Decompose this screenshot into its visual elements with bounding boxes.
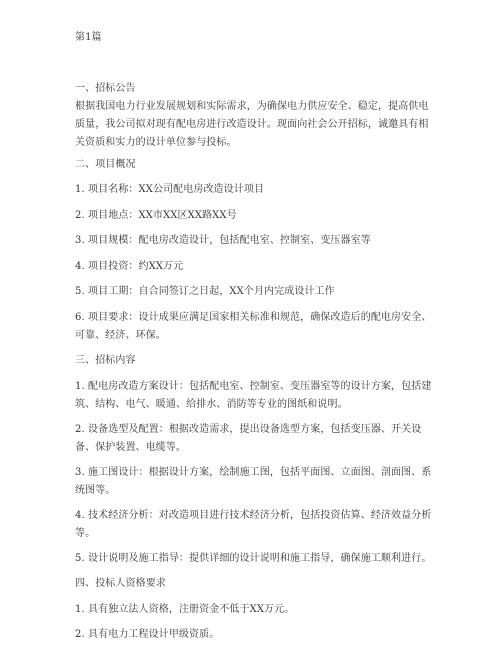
overview-item-6: 6. 项目要求：设计成果应满足国家相关标准和规范，确保改造后的配电房安全、可靠、经济、环保。 <box>75 312 432 341</box>
section-title-overview: 二、项目概况 <box>75 159 136 170</box>
content-item-1: 1. 配电房改造方案设计：包括配电室、控制室、变压器室等的设计方案，包括建筑、结构、电气、暖通、给排水、消防等专业的图纸和说明。 <box>75 381 432 410</box>
overview-item-3: 3. 项目规模：配电房改造设计，包括配电室、控制室、变压器室等 <box>75 235 371 246</box>
qualification-item-1: 1. 具有独立法人资格，注册资金不低于XX万元。 <box>75 604 295 615</box>
content-item-3: 3. 施工图设计：根据设计方案，绘制施工图，包括平面图、立面图、剖面图、系统图等。 <box>75 467 432 496</box>
overview-item-5: 5. 项目工期：自合同签订之日起，XX个月内完成设计工作 <box>75 286 335 297</box>
content-item-4: 4. 技术经济分析：对改造项目进行技术经济分析，包括投资估算、经济效益分析等。 <box>75 510 432 539</box>
overview-item-1: 1. 项目名称：XX公司配电房改造设计项目 <box>75 184 265 195</box>
qualification-item-2: 2. 具有电力工程设计甲级资质。 <box>75 629 220 640</box>
overview-item-2: 2. 项目地点：XX市XX区XX路XX号 <box>75 210 237 221</box>
part-title: 第1篇 <box>75 32 102 43</box>
content-item-2: 2. 设备选型及配置：根据改造需求，提出设备选型方案，包括变压器、开关设备、保护装置、电缆等。 <box>75 424 422 453</box>
section-title-announcement: 一、招标公告 <box>75 83 136 94</box>
content-item-5: 5. 设计说明及施工指导：提供详细的设计说明和施工指导，确保施工顺利进行。 <box>75 553 432 564</box>
announcement-body: 根据我国电力行业发展规划和实际需求，为确保电力供应安全、稳定，提高供电质量，我公司拟对现有配电房进行改造设计。现面向社会公开招标，诚邀具有相关资质和实力的设计单位参与投标。 <box>75 101 429 148</box>
section-title-content: 三、招标内容 <box>75 355 136 366</box>
overview-item-4: 4. 项目投资：约XX万元 <box>75 261 184 272</box>
section-title-qualifications: 四、投标人资格要求 <box>75 578 166 589</box>
